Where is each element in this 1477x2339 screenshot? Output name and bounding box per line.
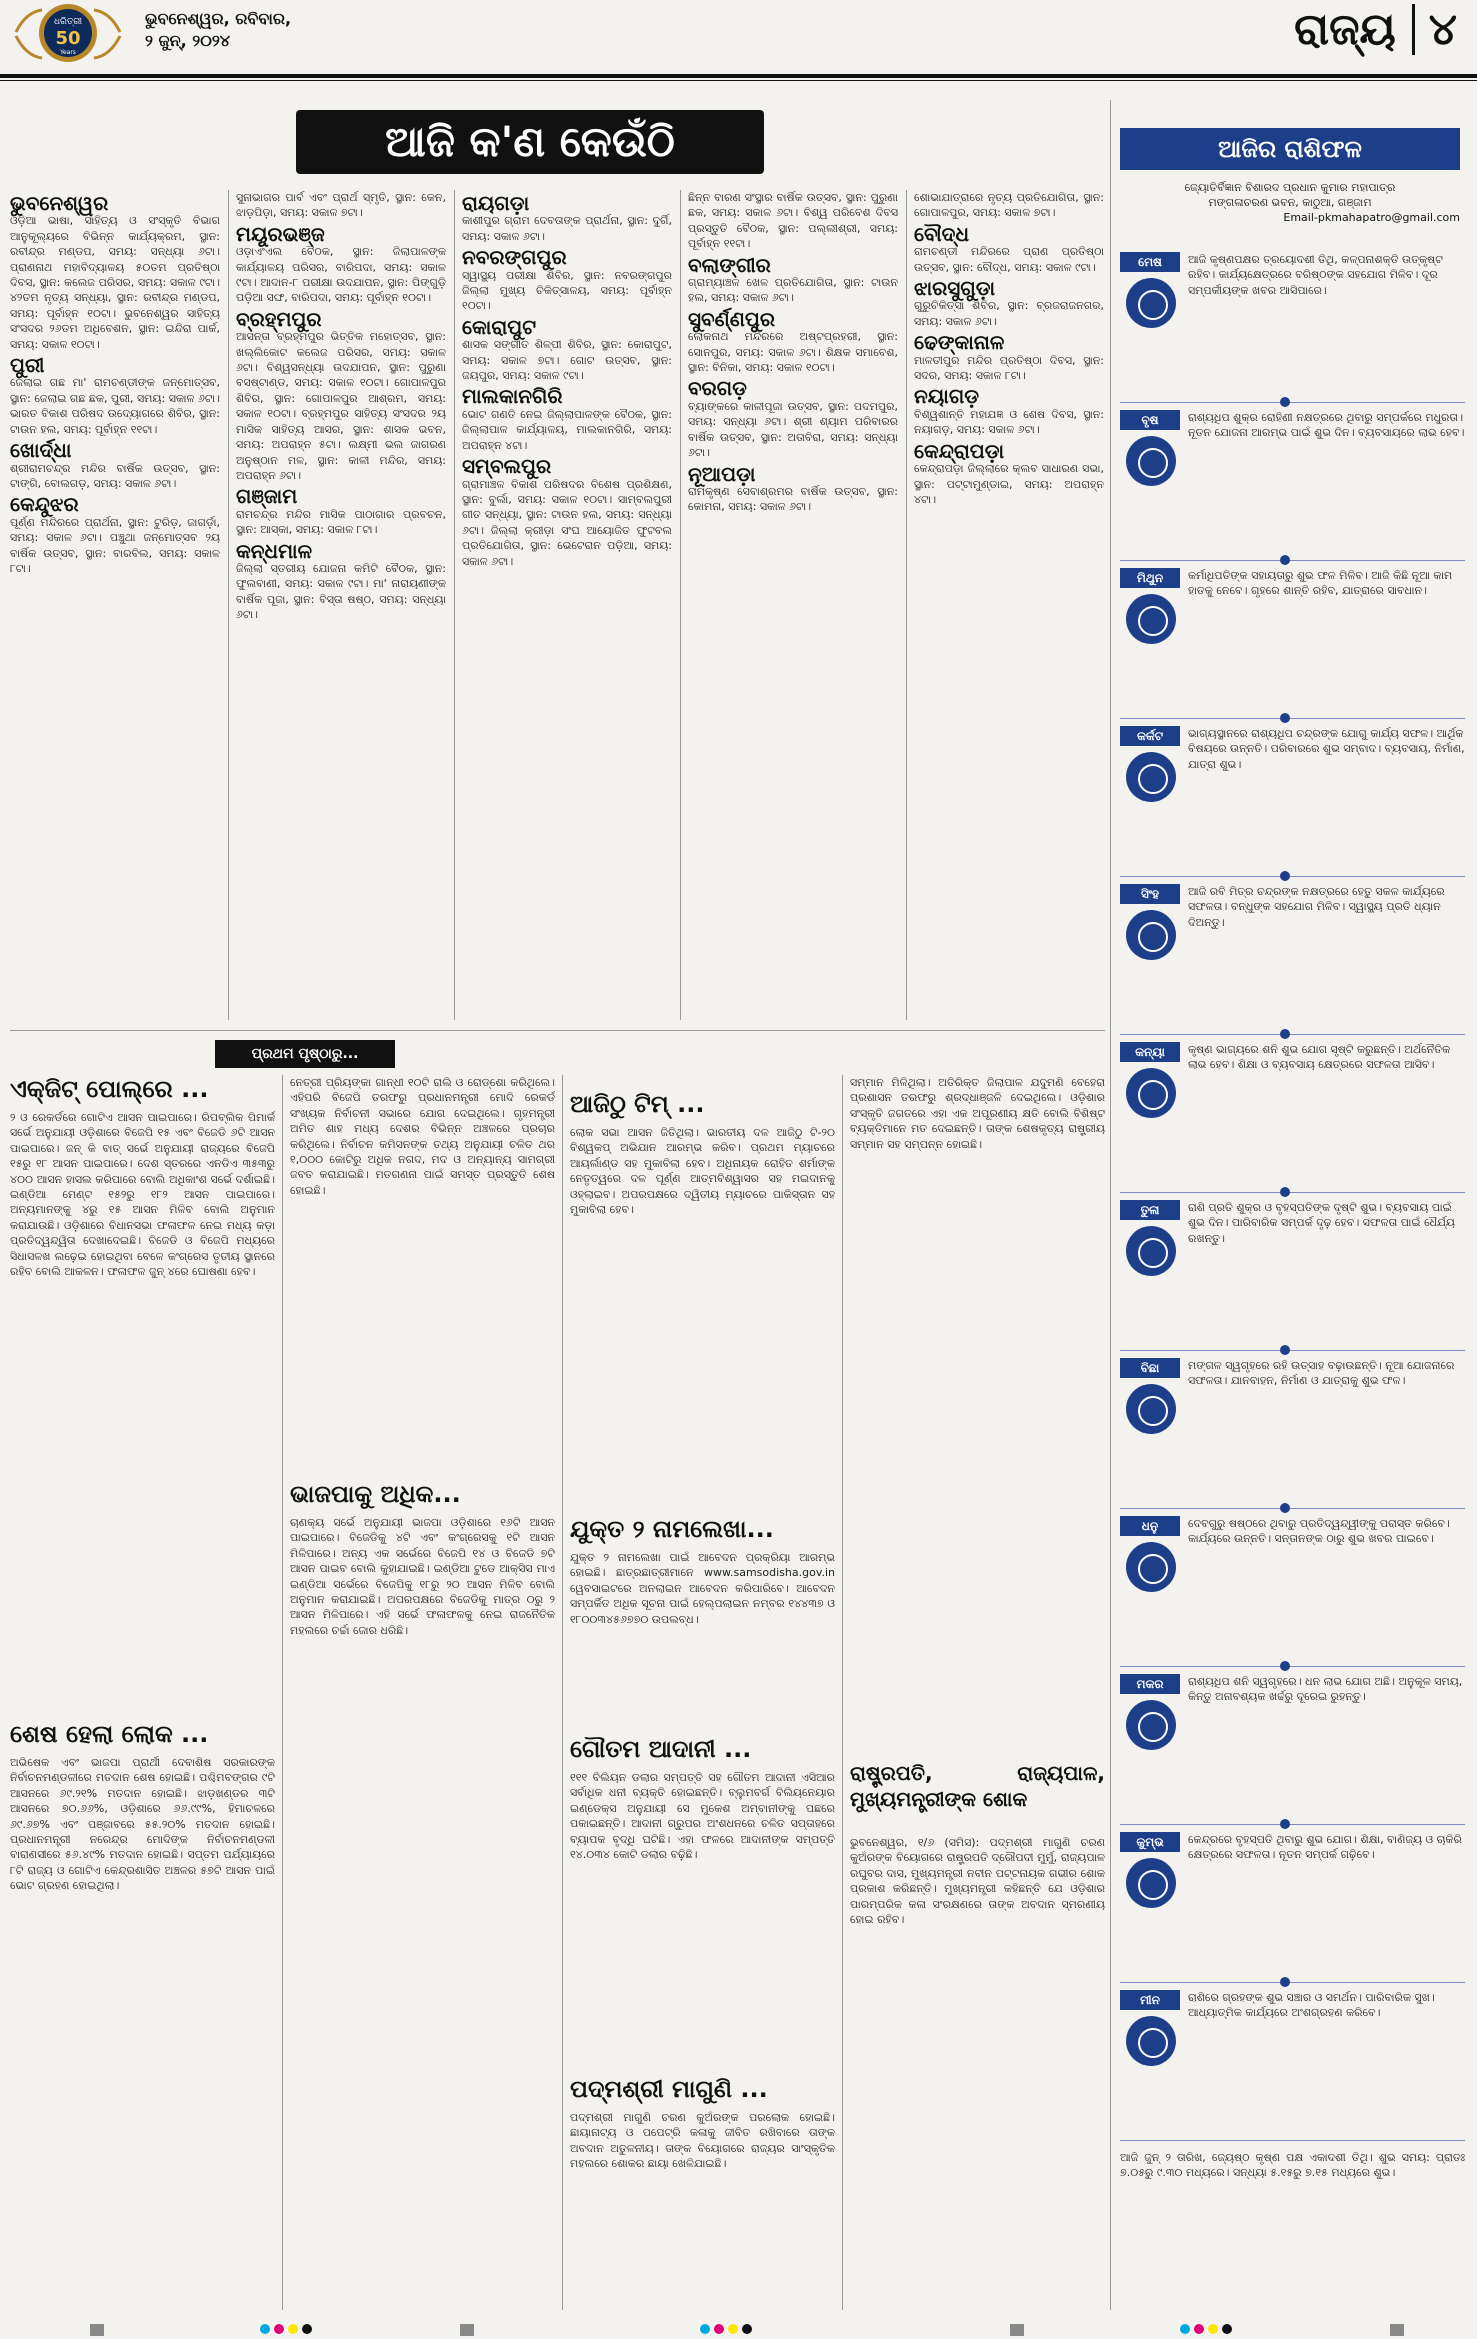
event-text: ଗ୍ରାମ୍ୟାଞ୍ଚଳ ଖେଳ ପ୍ରତିଯୋଗିତା, ସ୍ଥାନ: ଟାଉନ ହଲ, ସମୟ: ସକାଳ ୬ଟା। xyxy=(688,276,898,305)
event-text: ବିଶ୍ୱଶାନ୍ତି ମହାଯଜ୍ଞ ଓ ଶେଷ ଦିବସ, ସ୍ଥାନ: ନୟାଗଡ଼, ସମୟ: ସକାଳ ୬ଟା। xyxy=(914,407,1104,437)
article-exit-poll xyxy=(10,1110,275,1710)
sign-separator xyxy=(1120,1508,1465,1509)
magenta-dot xyxy=(1194,2324,1204,2334)
article-padmashri-cont xyxy=(850,1075,1105,1755)
district-heading: ବ୍ରହ୍ମପୁର xyxy=(236,306,322,331)
article-text: ୨ ଓ ରେକର୍ଡରେ ଗୋଟିଏ ଆସନ ପାଇପାରେ। ରିପବ୍ଲିକ ପିମାର୍କ ସର୍ଭେ ଅନୁଯାୟୀ ଓଡ଼ିଶାରେ ବିଜେପି ୧୫ ଏବଂ ବିଜେଡି ୬ଟି ଆସନ ପାଇପାରେ। ଜନ୍ କି ବାତ୍ ସର୍ଭେ ଅନୁଯାୟୀ ରାଜ୍ୟରେ ବିଜେପି ୧୫ରୁ ୧୮ ଆସନ ପାଇପାରେ। ଦେଶ ସ୍ତରରେ ଏନଡିଏ ୩୫୩ରୁ ୪୦୦ ଆସନ ହାସଲ କରିପାରେ ବୋଲି ଅଧିକାଂଶ ସର୍ଭେ ଦର୍ଶାଇଛି। ଇଣ୍ଡିଆ ମେଣ୍ଟ ୧୫୨ରୁ ୧୮୨ ଆସନ ପାଇପାରେ। ଅନ୍ୟମାନଙ୍କୁ ୪ରୁ ୧୫ ଆସନ ମିଳିବ ବୋଲି ଅନୁମାନ କରାଯାଉଛି। ଓଡ଼ିଶାରେ ବିଧାନସଭା ଫଳାଫଳ ନେଇ ମଧ୍ୟ କଡ଼ା ପ୍ରତିଦ୍ୱନ୍ଦ୍ୱିତା ଦେଖାଦେଇଛି। ବିଜେଡି ଓ ବିଜେପି ମଧ୍ୟରେ ସିଧାସଳଖ ଲଢ଼େଇ ହୋଇଥିବା ବେଳେ କଂଗ୍ରେସ ତୃତୀୟ ସ୍ଥାନରେ ରହିବ ବୋଲି ଆକଳନ। ଫଳାଫଳ ଜୁନ୍ ୪ରେ ଘୋଷଣା ହେବ। xyxy=(10,1111,275,1279)
column-divider xyxy=(282,1075,283,2310)
article-text: ଚାଣକ୍ୟ ସର୍ଭେ ଅନୁଯାୟୀ ଭାଜପା ଓଡ଼ିଶାରେ ୧୬ଟି ଆସନ ପାଇପାରେ। ବିଜେଡିକୁ ୪ଟି ଏବଂ କଂଗ୍ରେସକୁ ୧ଟି ଆସନ ମିଳିପାରେ। ଅନ୍ୟ ଏକ ସର୍ଭେରେ ବିଜେପି ୧୪ ଓ ବିଜେଡି ୭ଟି ଆସନ ପାଇବ ବୋଲି କୁହାଯାଇଛି। ଇଣ୍ଡିଆ ଟୁଡେ ଆକ୍ସିସ ମାଏ ଇଣ୍ଡିଆ ସର୍ଭେରେ ବିଜେପିକୁ ୧୮ରୁ ୨୦ ଆସନ ମିଳିବ ବୋଲି ଅନୁମାନ କରାଯାଇଛି। ଅପରପକ୍ଷରେ ବିଜେଡିକୁ ମାତ୍ର ୦ରୁ ୨ ଆସନ ମିଳିପାରେ। ଏହି ସର୍ଭେ ଫଳାଫଳକୁ ନେଇ ରାଜନୈତିକ ମହଲରେ ଚର୍ଚ୍ଚା ଜୋର ଧରିଛି। xyxy=(290,1516,555,1637)
cyan-dot xyxy=(260,2324,270,2334)
scorpio-icon xyxy=(1126,1384,1176,1434)
section-header xyxy=(1294,4,1457,55)
district-heading: ଢେଙ୍କାନାଳ xyxy=(914,330,1005,355)
sign-separator xyxy=(1120,876,1465,877)
headline-exit-poll: ଏକ୍ଜିଟ୍ ପୋଲ୍‌ରେ ... xyxy=(10,1075,209,1103)
headline-gautam-adani: ଗୌତମ ଆଦାନୀ ... xyxy=(570,1735,752,1763)
article-text: ଭୁବନେଶ୍ୱର, ୧/୬ (ସମିସ): ପଦ୍ମଶ୍ରୀ ମାଗୁଣି ଚରଣ କୁଅଁରଙ୍କ ବିୟୋଗରେ ରାଷ୍ଟ୍ରପତି ଦ୍ରୌପଦୀ ମୁର୍ମୁ, ରାଜ୍ୟପାଳ ରଘୁବର ଦାସ, ମୁଖ୍ୟମନ୍ତ୍ରୀ ନବୀନ ପଟ୍ଟନାୟକ ଗଭୀର ଶୋକ ପ୍ରକାଶ କରିଛନ୍ତି। ମୁଖ୍ୟମନ୍ତ୍ରୀ କହିଛନ୍ତି ଯେ ଓଡ଼ିଶାର ପାରମ୍ପରିକ କଳା ସଂରକ୍ଷଣରେ ତାଙ୍କ ଅବଦାନ ସ୍ମରଣୀୟ ହୋଇ ରହିବ। xyxy=(850,1836,1105,1927)
district-heading: ବୌଦ୍ଧ xyxy=(914,221,969,246)
capricorn-icon xyxy=(1126,1700,1176,1750)
sign-label: ବିଛା xyxy=(1120,1358,1180,1378)
events-column-2 xyxy=(236,190,446,1020)
district-heading: ନବରଙ୍ଗପୁର xyxy=(462,245,567,270)
event-text: ଲୋକନାଥ ମନ୍ଦିରରେ ଅଷ୍ଟପ୍ରହରୀ, ସ୍ଥାନ: ସୋନପୁର, ସମୟ: ସକାଳ ୬ଟା। ଶିକ୍ଷକ ସମାବେଶ, ସ୍ଥାନ: ବିନିକା, ସମୟ: ସକାଳ ୧୦ଟା। xyxy=(688,330,898,375)
article-team-from-today xyxy=(570,1125,835,1465)
sign-text: ଆଜି କୃଷ୍ଣପକ୍ଷର ତ୍ରୟୋଦଶୀ ତିଥି, କଳ୍ପନାଶକ୍ତି ଉତ୍କୃଷ୍ଟ ରହିବ। କାର୍ଯ୍ୟକ୍ଷେତ୍ରରେ ବରିଷ୍ଠଙ୍କ ସହଯୋଗ ମିଳିବ। ଦୂର ସମ୍ପର୍କୀୟଙ୍କ ଖବର ଆସିପାରେ। xyxy=(1188,253,1443,297)
article-voting-ends xyxy=(10,1755,275,2310)
district-heading: ବଲାଙ୍ଗୀର xyxy=(688,252,771,277)
headline-voting-ends: ଶେଷ ହେଲା ଲୋକ ... xyxy=(10,1720,209,1748)
district-heading: ସମ୍ବଲପୁର xyxy=(462,454,552,479)
print-mark xyxy=(1010,2324,1024,2336)
event-text: ଆସନ୍ତା ବ୍ରହ୍ମପୁର ଭିତ୍ତିକ ମହୋତ୍ସବ, ସ୍ଥାନ: ଖଲ୍ଲିକୋଟ କଲେଜ ପରିସର, ସମୟ: ସକାଳ ୬ଟା। ବିଶ୍ୱସନ୍ଧ୍ୟା ଉଦଯାପନ, ସ୍ଥାନ: ପୁରୁଣା ବସଷ୍ଟାଣ୍ଡ, ସମୟ: ସକାଳ ୧୦ଟା। ଗୋପାଳପୁର ଶିବିର, ସ୍ଥାନ: ଗୋପାଳପୁର ଆଶ୍ରମ, ସମୟ: ସକାଳ ୧୦ଟା। ବ୍ରହ୍ମପୁର ସାହିତ୍ୟ ସଂସଦର ୨ୟ ମାସିକ ସାହିତ୍ୟ ଆସର, ସ୍ଥାନ: ଶାସକ ଭବନ, ସମୟ: ଅପରାହ୍ନ ୫ଟା। ଲକ୍ଷ୍ମୀ ଭଲ ଜାଗରଣ ଅନୁଷ୍ଠାନ ମଳ, ସ୍ଥାନ: କାଳୀ ମନ୍ଦିର, ସମୟ: ଅପରାହ୍ନ ୬ଟା। xyxy=(236,330,446,482)
event-text: ଶୋଭାଯାତ୍ରାରେ ନୃତ୍ୟ ପ୍ରତିଯୋଗିତା, ସ୍ଥାନ: ଗୋପାଳପୁର, ସମୟ: ସକାଳ ୭ଟା। xyxy=(914,191,1104,220)
event-text: ଗୁରୁଚିକିତ୍ସା ଶିବିର, ସ୍ଥାନ: ବ୍ରଜରାଜନଗର, ସମୟ: ସକାଳ ୬ଟା। xyxy=(914,299,1104,328)
district-heading: ନୟାଗଡ଼ xyxy=(914,384,980,409)
sign-text: ମଙ୍ଗଳ ସ୍ୱଗୃହରେ ରହି ଉତ୍ସାହ ବଢ଼ାଉଛନ୍ତି। ନୂଆ ଯୋଜନାରେ ସଫଳତା। ଯାନବାହନ, ନିର୍ମାଣ ଓ ଯାତ୍ରାକୁ ଶୁଭ ଫଳ। xyxy=(1188,1359,1455,1388)
sign-aries xyxy=(1120,252,1465,402)
separator-dot xyxy=(1280,1187,1290,1197)
headline-plus-two-admission: ଯୁକ୍ତ ୨ ନାମଲେଖା... xyxy=(570,1515,774,1543)
dateline xyxy=(145,8,291,52)
district-heading: ମାଲକାନଗିରି xyxy=(462,384,563,409)
sign-label: କନ୍ୟା xyxy=(1120,1042,1180,1062)
sign-text: ରାଶ୍ୟଧିପ ଶୁକ୍ର ରୋହିଣୀ ନକ୍ଷତ୍ରରେ ଥିବାରୁ ସମ୍ପର୍କରେ ମଧୁରତା। ନୂତନ ଯୋଜନା ଆରମ୍ଭ ପାଇଁ ଶୁଭ ଦିନ। ବ୍ୟବସାୟରେ ଲାଭ ହେବ। xyxy=(1188,411,1465,440)
district-heading: ଗଞ୍ଜାମ xyxy=(236,484,298,509)
print-mark xyxy=(90,2324,104,2336)
separator-dot xyxy=(1280,1345,1290,1355)
sign-label: ମୀନ xyxy=(1120,1990,1180,2010)
article-text: ସମ୍ମାନ ମିଳିଥିଲା। ଅତିରିକ୍ତ ଜିଲାପାଳ ଯଦୁମଣି ବେହେରା ପ୍ରଶାସନ ତରଫରୁ ଶ୍ରଦ୍ଧାଞ୍ଜଳି ଦେଇଥିଲେ। ଓଡ଼ିଶାର ସଂସ୍କୃତି ଜଗତରେ ଏହା ଏକ ଅପୂରଣୀୟ କ୍ଷତି ବୋଲି ବିଶିଷ୍ଟ ବ୍ୟକ୍ତିମାନେ ମତ ଦେଇଛନ୍ତି। ତାଙ୍କ ଶେଷକୃତ୍ୟ ରାଷ୍ଟ୍ରୀୟ ସମ୍ମାନ ସହ ସମ୍ପନ୍ନ ହୋଇଛି। xyxy=(850,1076,1105,1151)
separator-dot xyxy=(1280,713,1290,723)
yellow-dot xyxy=(288,2324,298,2334)
dateline-date: ୨ ଜୁନ୍, ୨୦୨୪ xyxy=(145,31,231,50)
event-text: ରାମଚଣ୍ଡୀ ମନ୍ଦିରରେ ପ୍ରାଣ ପ୍ରତିଷ୍ଠା ଉତ୍ସବ, ସ୍ଥାନ: ବୌଦ୍ଧ, ସମୟ: ସକାଳ ୯ଟା। xyxy=(914,245,1104,274)
continued-label: ପ୍ରଥମ ପୃଷ୍ଠାରୁ... xyxy=(215,1040,395,1068)
sign-separator xyxy=(1120,1982,1465,1983)
taurus-icon xyxy=(1126,436,1176,486)
magenta-dot xyxy=(714,2324,724,2334)
event-text: ରାମଚନ୍ଦ୍ର ମନ୍ଦିର ମାସିକ ପାଠାଗାର ପ୍ରବଚନ, ସ୍ଥାନ: ଆସ୍କା, ସମୟ: ସକାଳ ୮ଟା। xyxy=(236,507,446,537)
sign-libra xyxy=(1120,1200,1465,1350)
cancer-icon xyxy=(1126,752,1176,802)
print-mark xyxy=(1390,2324,1404,2336)
article-text: ଅଭିଷେକ ଏବଂ ଭାଜପା ପ୍ରାର୍ଥୀ ଦେବାଶିଷ ସରକାରଙ୍କ ନିର୍ବାଚନମଣ୍ଡଳୀରେ ମତଦାନ ଶେଷ ହୋଇଛି। ପଶ୍ଚିମବଙ୍ଗର ୯ଟି ଆସନରେ ୬୯.୨୧% ମତଦାନ ହୋଇଛି। ଝାଡ଼ଖଣ୍ଡର ୩ଟି ଆସନରେ ୭୦.୬୬%, ଓଡ଼ିଶାରେ ୬୬.୯୯%, ହିମାଚଳରେ ୬୯.୬୭% ଏବଂ ପଞ୍ଜାବରେ ୫୫.୨୦% ମତଦାନ ହୋଇଛି। ପ୍ରଧାନମନ୍ତ୍ରୀ ନରେନ୍ଦ୍ର ମୋଦିଙ୍କ ନିର୍ବାଚନମଣ୍ଡଳୀ ବାରାଣସୀରେ ୫୬.୪୯% ମତଦାନ ହୋଇଛି। ସପ୍ତମ ପର୍ଯ୍ୟାୟରେ ୮ଟି ରାଜ୍ୟ ଓ ଗୋଟିଏ କେନ୍ଦ୍ରଶାସିତ ଅଞ୍ଚଳର ୫୭ଟି ଆସନ ପାଇଁ ଭୋଟ ଗ୍ରହଣ ହୋଇଥିଲା। xyxy=(10,1756,275,1893)
events-column-4 xyxy=(688,190,898,1020)
dateline-place: ଭୁବନେଶ୍ୱର, ରବିବାର, xyxy=(145,9,292,28)
district-heading: ଖୋର୍ଦ୍ଧା xyxy=(10,438,72,463)
sign-label: ମକର xyxy=(1120,1674,1180,1694)
sign-separator xyxy=(1120,1034,1465,1035)
svg-text:50: 50 xyxy=(55,28,81,49)
sign-leo xyxy=(1120,884,1465,1034)
sign-text: କୃଷ୍ଣ ଭାଗ୍ୟରେ ଶନି ଶୁଭ ଯୋଗ ସୃଷ୍ଟି କରୁଛନ୍ତି। ଅର୍ଥନୈତିକ ଲାଭ ହେବ। ଶିକ୍ଷା ଓ ବ୍ୟବସାୟ କ୍ଷେତ୍ରରେ ସଫଳତା ଆସିବ। xyxy=(1188,1043,1451,1072)
svg-text:ଧରିତ୍ରୀ: ଧରିତ୍ରୀ xyxy=(53,17,83,27)
separator-dot xyxy=(1280,1029,1290,1039)
event-text: ରାମକୃଷ୍ଣ ସେବାଶ୍ରମର ବାର୍ଷିକ ଉତ୍ସବ, ସ୍ଥାନ: କୋମନା, ସମୟ: ସକାଳ ୬ଟା। xyxy=(688,484,898,514)
district-heading: କନ୍ଧମାଳ xyxy=(236,538,313,563)
sign-separator xyxy=(1120,1666,1465,1667)
sign-label: ଧନୁ xyxy=(1120,1516,1180,1536)
sign-separator xyxy=(1120,718,1465,719)
district-heading: କୋରାପୁଟ xyxy=(462,314,537,339)
astrologer-email: Email-pkmahapatro@gmail.com xyxy=(1283,211,1460,224)
yellow-dot xyxy=(728,2324,738,2334)
aquarius-icon xyxy=(1126,1858,1176,1908)
libra-icon xyxy=(1126,1226,1176,1276)
sign-capricorn xyxy=(1120,1674,1465,1824)
horoscope-byline xyxy=(1120,180,1460,225)
event-text: ଜିଲ୍ଲା ସ୍ତରୀୟ ଯୋଜନା କମିଟି ବୈଠକ, ସ୍ଥାନ: ଫୁଲବାଣୀ, ସମୟ: ସକାଳ ୯ଟା। ମା' ନାରାୟଣୀଙ୍କ ବାର୍ଷିକ ପୂଜା, ସ୍ଥାନ: ବିସ୍ତା ଷଷ୍ଠ, ସମୟ: ସନ୍ଧ୍ୟା ୬ଟା। xyxy=(236,561,446,622)
event-text: ଗ୍ରାମାଞ୍ଚଳ ବିକାଶ ପରିଷଦର ବିଶେଷ ପ୍ରଶିକ୍ଷଣ, ସ୍ଥାନ: ବୁର୍ଲା, ସମୟ: ସକାଳ ୧୦ଟା। ସାମ୍ବଲପୁରୀ ଗୀତ ସନ୍ଧ୍ୟା, ସ୍ଥାନ: ଟାଉନ ହଲ, ସମୟ: ସନ୍ଧ୍ୟା ୬ଟା। ଜିଲ୍ଲା କ୍ରୀଡ଼ା ସଂଘ ଆୟୋଜିତ ଫୁଟବଲ ପ୍ରତିଯୋଗିତା, ସ୍ଥାନ: ଭେଟେରାନ ପଡ଼ିଆ, ସମୟ: ସକାଳ ୬ଟା। xyxy=(462,477,672,568)
event-text: ଜେଲାଇ ଗଛ ମା' ରାମଚଣ୍ଡୀଙ୍କ ଜନ୍ମୋତ୍ସବ, ସ୍ଥାନ: ଜେଲାଇ ଗଛ ଛକ, ପୁରୀ, ସମୟ: ସକାଳ ୬ଟା। ଭାରତ ବିକାଶ ପରିଷଦ ଉଦ୍ୟୋଗରେ ଶିବିର, ସ୍ଥାନ: ଟାଉନ ହଲ, ସମୟ: ପୂର୍ବାହ୍ନ ୧୧ଟା। xyxy=(10,376,220,436)
sign-separator xyxy=(1120,402,1465,403)
section-divider xyxy=(10,1030,1105,1031)
cmyk-marks xyxy=(1180,2324,1232,2334)
sign-scorpio xyxy=(1120,1358,1465,1508)
gemini-icon xyxy=(1126,594,1176,644)
sign-sagittarius xyxy=(1120,1516,1465,1666)
event-text: ପୂର୍ଣ୍ଣ ମନ୍ଦିରରେ ପ୍ରାର୍ଥନା, ସ୍ଥାନ: ଟୁରିଡ଼, ଜାଗର୍ଡ଼ା, ସମୟ: ସକାଳ ୬ଟା। ପଞ୍ଚୁଥା ଜନ୍ମୋତ୍ସବ ୨ୟ ବାର୍ଷିକ ଉତ୍ସବ, ସ୍ଥାନ: ବାରବିଲ, ସମୟ: ସକାଳ ୮ଟା। xyxy=(10,515,220,575)
district-heading: କେନ୍ଦ୍ରାପଡ଼ା xyxy=(914,438,1005,463)
article-bjp-more xyxy=(290,1515,555,2310)
cyan-dot xyxy=(700,2324,710,2334)
sign-gemini xyxy=(1120,568,1465,718)
article-text: ନେତ୍ରୀ ପ୍ରିୟଙ୍କା ଗାନ୍ଧୀ ୧୦ଟି ରାଲି ଓ ରୋଡ୍‌ଶୋ କରିଥିଲେ। ଏହିପରି ବିଜେପି ତରଫରୁ ପ୍ରଧାନମନ୍ତ୍ରୀ ମୋଦି ରେକର୍ଡ ସଂଖ୍ୟକ ନିର୍ବାଚନୀ ସଭାରେ ଯୋଗ ଦେଇଥିଲେ। ଗୃହମନ୍ତ୍ରୀ ଅମିତ ଶାହ ମଧ୍ୟ ଦେଶର ବିଭିନ୍ନ ଅଞ୍ଚଳରେ ପ୍ରଚାର କରିଥିଲେ। ନିର୍ବାଚନ କମିସନଙ୍କ ତଥ୍ୟ ଅନୁଯାୟୀ ଚଳିତ ଥର ୧,୦୦୦ କୋଟିରୁ ଅଧିକ ନଗଦ, ମଦ ଓ ଅନ୍ୟାନ୍ୟ ସାମଗ୍ରୀ ଜବତ କରାଯାଇଛି। ମତଗଣନା ପାଇଁ ସମସ୍ତ ପ୍ରସ୍ତୁତି ଶେଷ ହୋଇଛି। xyxy=(290,1076,555,1197)
sign-virgo xyxy=(1120,1042,1465,1192)
article-text: ପଦ୍ମଶ୍ରୀ ମାଗୁଣି ଚରଣ କୁଅଁରଙ୍କ ପରଲୋକ ହୋଇଛି। ଛାୟାନାଟ୍ୟ ଓ ପପେଟ୍ରି କଳାକୁ ଜୀବିତ ରଖିବାରେ ତାଙ୍କ ଅବଦାନ ଅତୁଳନୀୟ। ତାଙ୍କ ବିୟୋଗରେ ରାଜ୍ୟର ସାଂସ୍କୃତିକ ମହଲରେ ଶୋକର ଛାୟା ଖେଳିଯାଇଛି। xyxy=(570,2111,835,2171)
astrologer-address: ମଙ୍ଗଳାଚରଣ ଭବନ, କାଠୁଆ, ଗଞ୍ଜାମ xyxy=(1208,196,1372,209)
black-dot xyxy=(302,2324,312,2334)
header-rule-thin xyxy=(0,80,1477,81)
column-divider xyxy=(680,190,681,1020)
headline-text: ରାଷ୍ଟ୍ରପତି, ରାଜ୍ୟପାଳ, ମୁଖ୍ୟମନ୍ତ୍ରୀଙ୍କ ଶୋକ xyxy=(850,1761,1105,1811)
event-text: କାଶୀପୁର ଗ୍ରାମ ଦେବତାଙ୍କ ପ୍ରାର୍ଥନା, ସ୍ଥାନ: ଦୁର୍ଗି, ସମୟ: ସକାଳ ୬ଟା। xyxy=(462,214,672,243)
cyan-dot xyxy=(1180,2324,1190,2334)
event-text: ଛିନ୍ନ ବାରଣ ସଂସ୍ଥାର ବାର୍ଷିକ ଉତ୍ସବ, ସ୍ଥାନ: ପୁରୁଣା ଛକ, ସମୟ: ସକାଳ ୬ଟା। ବିଶ୍ୱ ପରିବେଶ ଦିବସ ପ୍ରସ୍ତୁତି ବୈଠକ, ସ୍ଥାନ: ପଲ୍ଲୀଶ୍ରୀ, ସମୟ: ପୂର୍ବାହ୍ନ ୧୧ଟା। xyxy=(688,191,898,251)
column-divider xyxy=(228,190,229,1020)
sign-label: ସିଂହ xyxy=(1120,884,1180,904)
events-column-5 xyxy=(914,190,1104,1020)
article-gautam-adani xyxy=(570,1770,835,2070)
sign-separator xyxy=(1120,560,1465,561)
district-heading: ସୁବର୍ଣ୍ଣପୁର xyxy=(688,306,776,331)
sign-separator xyxy=(1120,1824,1465,1825)
pisces-icon xyxy=(1126,2016,1176,2066)
article-campaign xyxy=(290,1075,555,1475)
events-column-3 xyxy=(462,190,672,1020)
event-text: ଓଡ଼ାଏଂଏଲ ବୈଠକ, ସ୍ଥାନ: ଜିଲାପାଳଙ୍କ କାର୍ଯ୍ୟାଳୟ ପରିସର, ବାରିପଦା, ସମୟ: ସକାଳ ୯ଟା। ଆଦାନ-୮ ପରୀକ୍ଷା ଉଦଯାପନ, ସ୍ଥାନ: ପିଙ୍ଗୁଡ଼ି ପଡ଼ିଆ ସଙ୍ଘ, ବାରିପଦା, ସମୟ: ପୂର୍ବାହ୍ନ ୧୦ଟା। xyxy=(236,245,446,305)
separator-dot xyxy=(1280,1661,1290,1671)
column-divider xyxy=(562,1075,563,2310)
district-heading: ଭୁବନେଶ୍ୱର xyxy=(10,191,109,215)
sign-label: କର୍କଟ xyxy=(1120,726,1180,746)
sign-separator xyxy=(1120,2140,1465,2141)
header-rule xyxy=(0,74,1477,78)
leo-icon xyxy=(1126,910,1176,960)
district-heading: ରାୟଗଡ଼ା xyxy=(462,191,530,215)
newspaper-logo xyxy=(6,2,136,64)
aries-icon xyxy=(1126,278,1176,328)
article-plus-two-admission xyxy=(570,1550,835,1730)
sign-label: କୁମ୍ଭ xyxy=(1120,1832,1180,1852)
sign-text: ରାଶି ପ୍ରତି ଶୁକ୍ର ଓ ବୃହସ୍ପତିଙ୍କ ଦୃଷ୍ଟି ଶୁଭ। ବ୍ୟବସାୟ ପାଇଁ ଶୁଭ ଦିନ। ପାରିବାରିକ ସମ୍ପର୍କ ଦୃଢ଼ ହେବ। ସଫଳତା ପାଇଁ ଧୈର୍ଯ୍ୟ ରଖନ୍ତୁ। xyxy=(1188,1201,1456,1245)
cmyk-marks xyxy=(700,2324,752,2334)
headline-bjp-more: ଭାଜପାକୁ ଅଧିକ... xyxy=(290,1480,461,1508)
sign-text: ରାଶ୍ୟଧିପ ଶନି ସ୍ୱଗୃହରେ। ଧନ ଲାଭ ଯୋଗ ଅଛି। ଅନୁକୂଳ ସମୟ, କିନ୍ତୁ ଅନାବଶ୍ୟକ ଖର୍ଚ୍ଚରୁ ଦୂରେଇ ରୁହନ୍ତୁ। xyxy=(1188,1675,1463,1704)
cmyk-marks xyxy=(260,2324,312,2334)
svg-text:Years: Years xyxy=(60,49,76,56)
sign-pisces xyxy=(1120,1990,1465,2140)
separator-dot xyxy=(1280,1977,1290,1987)
article-padmashri xyxy=(570,2110,835,2310)
event-text: କେନ୍ଦ୍ରାପଡ଼ା ଜିଲ୍ଲାରେ କ୍ଲବ ସାଧାରଣ ସଭା, ସ୍ଥାନ: ପଟ୍ଟାମୁଣ୍ଡାଇ, ସମୟ: ଅପରାହ୍ନ ୪ଟା। xyxy=(914,462,1104,506)
sign-taurus xyxy=(1120,410,1465,560)
sign-label: ବୃଷ xyxy=(1120,410,1180,430)
virgo-icon xyxy=(1126,1068,1176,1118)
headline-condolence xyxy=(850,1760,1105,1830)
sign-label: ମିଥୁନ xyxy=(1120,568,1180,588)
headline-padmashri: ପଦ୍ମଶ୍ରୀ ମାଗୁଣି ... xyxy=(570,2075,768,2103)
black-dot xyxy=(742,2324,752,2334)
separator-dot xyxy=(1280,397,1290,407)
sign-text: ଭାଗ୍ୟସ୍ଥାନରେ ରାଶ୍ୟଧିପ ଚନ୍ଦ୍ରଙ୍କ ଯୋଗୁ କାର୍ଯ୍ୟ ସଫଳ। ଆର୍ଥିକ ବିଷୟରେ ଉନ୍ନତି। ପରିବାରରେ ଶୁଭ ସମ୍ବାଦ। ବ୍ୟବସାୟ, ନିର୍ମାଣ, ଯାତ୍ରା ଶୁଭ। xyxy=(1188,727,1465,771)
separator-dot xyxy=(1280,1503,1290,1513)
sign-label: ମେଷ xyxy=(1120,252,1180,272)
sign-text: ଆଜି ରବି ମିତ୍ର ଚନ୍ଦ୍ରଙ୍କ ନକ୍ଷତ୍ରରେ ହେତୁ ସକଳ କାର୍ଯ୍ୟରେ ସଫଳତା। ବନ୍ଧୁଙ୍କ ସହଯୋଗ ମିଳିବ। ସ୍ୱାସ୍ଥ୍ୟ ପ୍ରତି ଧ୍ୟାନ ଦିଅନ୍ତୁ। xyxy=(1188,885,1445,929)
sign-text: ଦେବଗୁରୁ ଷଷ୍ଠରେ ଥିବାରୁ ପ୍ରତିଦ୍ୱନ୍ଦ୍ୱୀଙ୍କୁ ପରାସ୍ତ କରିବେ। କାର୍ଯ୍ୟରେ ଉନ୍ନତି। ସନ୍ତାନଙ୍କ ଠାରୁ ଶୁଭ ଖବର ପାଇବେ। xyxy=(1188,1517,1450,1546)
panchang-text: ଆଜି ଜୁନ୍ ୨ ତାରିଖ, ଜ୍ୟେଷ୍ଠ କୃଷ୍ଣ ପକ୍ଷ ଏକାଦଶୀ ତିଥି। ଶୁଭ ସମୟ: ପ୍ରାତଃ ୭.୦୫ରୁ ୯.୩୦ ମଧ୍ୟରେ। ସନ୍ଧ୍ୟା ୫.୧୫ରୁ ୭.୧୫ ମଧ୍ୟରେ ଶୁଭ। xyxy=(1120,2151,1465,2180)
print-mark xyxy=(460,2324,474,2336)
column-divider xyxy=(1110,100,1111,2310)
events-column-1 xyxy=(10,190,220,1020)
separator-dot xyxy=(1280,555,1290,565)
sign-text: କେନ୍ଦ୍ରରେ ବୃହସ୍ପତି ଥିବାରୁ ଶୁଭ ଯୋଗ। ଶିକ୍ଷା, ବାଣିଜ୍ୟ ଓ ଚାକିରି କ୍ଷେତ୍ରରେ ସଫଳତା। ନୂତନ ସମ୍ପର୍କ ଗଢ଼ିବେ। xyxy=(1188,1833,1462,1862)
event-text: ବ୍ୟାଙ୍କରେ କାଳୀପୂଜା ଉତ୍ସବ, ସ୍ଥାନ: ପଦମପୁର, ସମୟ: ସନ୍ଧ୍ୟା ୬ଟା। ଶ୍ରୀ ଶ୍ୟାମ ପରିବାରର ବାର୍ଷିକ ଉତ୍ସବ, ସ୍ଥାନ: ଅତାବିରା, ସମୟ: ସନ୍ଧ୍ୟା ୬ଟା। xyxy=(688,399,898,460)
horoscope-title: ଆଜିର ରାଶିଫଳ xyxy=(1120,128,1460,170)
article-text: ୧୧୧ ବିଲିୟନ ଡଲାର ସମ୍ପତ୍ତି ସହ ଗୌତମ ଆଦାନୀ ଏସିଆର ସର୍ବାଧିକ ଧନୀ ବ୍ୟକ୍ତି ହୋଇଛନ୍ତି। ବ୍ଲୁମବର୍ଗ ବିଲିୟନେୟାର ଇଣ୍ଡେକ୍ସ ଅନୁଯାୟୀ ସେ ମୁକେଶ ଅମ୍ବାନୀଙ୍କୁ ପଛରେ ପକାଇଛନ୍ତି। ଆଦାନୀ ଗ୍ରୁପର ଅଂଶଧନରେ ଚଳିତ ସପ୍ତାହରେ ବ୍ୟାପକ ବୃଦ୍ଧି ଘଟିଛି। ଏହା ଫଳରେ ଆଦାନୀଙ୍କ ସମ୍ପତ୍ତି ୧୪.୦୩୪ କୋଟି ଡଲାର ବଢ଼ିଛି। xyxy=(570,1771,835,1862)
events-banner: ଆଜି କ'ଣ କେଉଁଠି xyxy=(296,110,764,174)
separator-dot xyxy=(1280,1819,1290,1829)
page-number: ୪ xyxy=(1412,4,1457,55)
headline-team-from-today: ଆଜିଠୁ ଟିମ୍ ... xyxy=(570,1090,705,1118)
magenta-dot xyxy=(274,2324,284,2334)
section-title: ରାଜ୍ୟ xyxy=(1294,4,1396,55)
horoscope-footer xyxy=(1120,2150,1465,2310)
column-divider xyxy=(842,1075,843,2310)
district-heading: ବରଗଡ଼ xyxy=(688,376,747,401)
yellow-dot xyxy=(1208,2324,1218,2334)
sign-aquarius xyxy=(1120,1832,1465,1982)
sign-separator xyxy=(1120,1192,1465,1193)
district-heading: ନୂଆପଡ଼ା xyxy=(688,461,756,486)
event-text: ଓଡ଼ିଆ ଭାଷା, ସାହିତ୍ୟ ଓ ସଂସ୍କୃତି ବିଭାଗ ଆନୁକୂଲ୍ୟରେ ବିଭିନ୍ନ କାର୍ଯ୍ୟକ୍ରମ, ସ୍ଥାନ: ରବୀନ୍ଦ୍ର ମଣ୍ଡପ, ସମୟ: ସନ୍ଧ୍ୟା ୬ଟା। ପ୍ରାଣନାଥ ମହାବିଦ୍ୟାଳୟ ୫୦ତମ ପ୍ରତିଷ୍ଠା ଦିବସ, ସ୍ଥାନ: କଲେଜ ପରିସର, ସମୟ: ସକାଳ ୯ଟା। ୪୨ତମ ନୃତ୍ୟ ସନ୍ଧ୍ୟା, ସ୍ଥାନ: ରବୀନ୍ଦ୍ର ମଣ୍ଡପ, ସମୟ: ପୂର୍ବାହ୍ନ ୧୦ଟା। ଭୁବନେଶ୍ୱର ସାହିତ୍ୟ ସଂସଦର ୨୬ତମ ଅଧିବେଶନ, ସ୍ଥାନ: ଇନ୍ଦିରା ପାର୍କ, ସମୟ: ସକାଳ ୧୦ଟା। xyxy=(10,214,220,351)
event-text: ଭୋଟ ଗଣତି ନେଇ ଜିଲ୍ଲାପାଳଙ୍କ ବୈଠକ, ସ୍ଥାନ: ଜିଲ୍ଲାପାଳ କାର୍ଯ୍ୟାଳୟ, ମାଲକାନଗିରି, ସମୟ: ଅପରାହ୍ନ ୪ଟା। xyxy=(462,407,672,452)
column-divider xyxy=(906,190,907,1020)
sagittarius-icon xyxy=(1126,1542,1176,1592)
sign-separator xyxy=(1120,1350,1465,1351)
separator-dot xyxy=(1280,871,1290,881)
article-text: ଲୋକ ସଭା ଆସନ ଜିତିଥିଲା। ଭାରତୀୟ ଦଳ ଆଜିଠୁ ଟି-୨୦ ବିଶ୍ୱକପ୍ ଅଭିଯାନ ଆରମ୍ଭ କରିବ। ପ୍ରଥମ ମ୍ୟାଚରେ ଆୟର୍ଲାଣ୍ଡ ସହ ମୁକାବିଲା ହେବ। ଅଧିନାୟକ ରୋହିତ ଶର୍ମାଙ୍କ ନେତୃତ୍ୱରେ ଦଳ ପୂର୍ଣ୍ଣ ଆତ୍ମବିଶ୍ୱାସର ସହ ମଇଦାନକୁ ଓହ୍ଲାଇବ। ଅପରପକ୍ଷରେ ଦ୍ୱିତୀୟ ମ୍ୟାଚରେ ପାକିସ୍ତାନ ସହ ମୁକାବିଲା ହେବ। xyxy=(570,1126,835,1217)
column-divider xyxy=(454,190,455,1020)
article-condolence xyxy=(850,1835,1105,2310)
sign-cancer xyxy=(1120,726,1465,876)
event-text: ସୁନାଭାଗର ପାର୍ବ ଏବଂ ପ୍ରାର୍ଥ ସ୍ମୃତି, ସ୍ଥାନ: କେନ, ଝାଡ଼ପିଡ଼ା, ସମୟ: ସକାଳ ୭ଟା। xyxy=(236,191,446,220)
event-text: ଶାସକ ସଙ୍ଗୀତ ଶିଳ୍ପୀ ଶିବିର, ସ୍ଥାନ: କୋରାପୁଟ, ସମୟ: ସକାଳ ୭ଟା। ଗୋଟ ଉତ୍ସବ, ସ୍ଥାନ: ଜୟପୁର, ସମୟ: ସକାଳ ୯ଟା। xyxy=(462,338,672,383)
sign-text: କର୍ମାଧିପତିଙ୍କ ସହାୟତାରୁ ଶୁଭ ଫଳ ମିଳିବ। ଆଜି କିଛି ନୂଆ କାମ ହାତକୁ ନେବେ। ଗୃହରେ ଶାନ୍ତି ରହିବ, ଯାତ୍ରାରେ ସାବଧାନ। xyxy=(1188,569,1453,598)
district-heading: କେନ୍ଦୁଝର xyxy=(10,492,79,517)
sign-text: ରାଶିରେ ଗ୍ରହଙ୍କ ଶୁଭ ସଞ୍ଚାର ଓ ସମର୍ଥନ। ପାରିବାରିକ ସୁଖ। ଆଧ୍ୟାତ୍ମିକ କାର୍ଯ୍ୟରେ ଅଂଶଗ୍ରହଣ କରିବେ। xyxy=(1188,1991,1435,2020)
district-heading: ଝାରସୁଗୁଡ଼ା xyxy=(914,276,996,301)
sign-label: ତୁଳା xyxy=(1120,1200,1180,1220)
black-dot xyxy=(1222,2324,1232,2334)
event-text: ସ୍ୱାସ୍ଥ୍ୟ ପରୀକ୍ଷା ଶିବିର, ସ୍ଥାନ: ନବରଙ୍ଗପୁର ଜିଲ୍ଲା ମୁଖ୍ୟ ଚିକିତ୍ସାଳୟ, ସମୟ: ପୂର୍ବାହ୍ନ ୧୦ଟା। xyxy=(462,268,672,313)
article-text: ଯୁକ୍ତ ୨ ନାମଲେଖା ପାଇଁ ଆବେଦନ ପ୍ରକ୍ରିୟା ଆରମ୍ଭ ହୋଇଛି। ଛାତ୍ରଛାତ୍ରୀମାନେ www.samsodisha.gov.in ୱେବସାଇଟରେ ଅନଲାଇନ ଆବେଦନ କରିପାରିବେ। ଆବେଦନ ସମ୍ପର୍କିତ ଅଧିକ ସୂଚନା ପାଇଁ ହେଲ୍ପଲାଇନ ନମ୍ବର ୧୪୪୩୭ ଓ ୧୮୦୦୩୪୫୬୭୭୦ ଉପଲବ୍ଧ। xyxy=(570,1551,835,1626)
district-heading: ମୟୂରଭଞ୍ଜ xyxy=(236,221,325,246)
event-text: ଶ୍ରୀରାମଚନ୍ଦ୍ର ମନ୍ଦିର ବାର୍ଷିକ ଉତ୍ସବ, ସ୍ଥାନ: ଟାଙ୍ଗି, ବୋଲଗଡ଼, ସମୟ: ସକାଳ ୬ଟା। xyxy=(10,461,220,490)
event-text: ମାଳତୀପୁର ମନ୍ଦିର ପ୍ରତିଷ୍ଠା ଦିବସ, ସ୍ଥାନ: ସଦର, ସମୟ: ସକାଳ ୮ଟା। xyxy=(914,353,1104,383)
astrologer-name: ଜ୍ୟୋତିର୍ବିଜ୍ଞାନ ବିଶାରଦ ପ୍ରଧାନ କୁମାର ମହାପାତ୍ର xyxy=(1184,181,1396,194)
district-heading: ପୁରୀ xyxy=(10,353,45,378)
